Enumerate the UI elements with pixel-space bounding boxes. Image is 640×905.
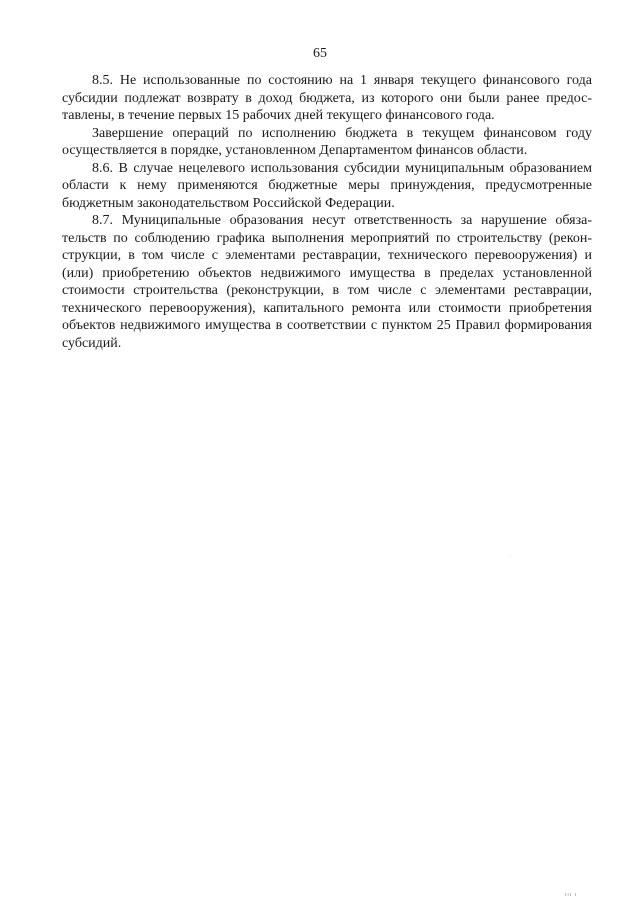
page-number: 65	[313, 46, 327, 61]
paragraph-8-7: 8.7. Муниципальные образования несут ответственность за нарушение обязательств по соблюдению графика выполнения мероприятий по строительству (реконструкции, в том числе с элементами реставрации, технического перевооружения) и (или) приобретению объектов недвижимого имущества в пределах установленной стоимости строительства (реконструкции, в том числе с элементами реставрации, технического перевооружения), капитального ремонта или стоимости приобретения объектов недвижимого имущества в соответствии с пунктом 25 Правил формирования субсидий.	[62, 213, 592, 351]
paragraph-8-5: 8.5. Не использованные по состоянию на 1 января текущего финансового года субсидии подлежат возврату в доход бюджета, из которого они были ранее предоставлены, в течение первых 15 рабочих дней текущего финансового года.	[62, 73, 592, 123]
scan-artifact-dot: .	[510, 553, 512, 559]
paragraph-8-6: 8.6. В случае нецелевого использования субсидии муниципальным образованием области к нему применяются бюджетные меры принуждения, предусмотренные бюджетным законодательством Российской Федерации.	[62, 160, 592, 211]
paragraph-budget-completion: Завершение операций по исполнению бюджета в текущем финансовом году осуществляется в порядке, установленном Департаментом финансов области.	[62, 125, 592, 158]
scan-artifact-marks: ııı ı	[565, 892, 578, 898]
document-body	[62, 72, 592, 352]
